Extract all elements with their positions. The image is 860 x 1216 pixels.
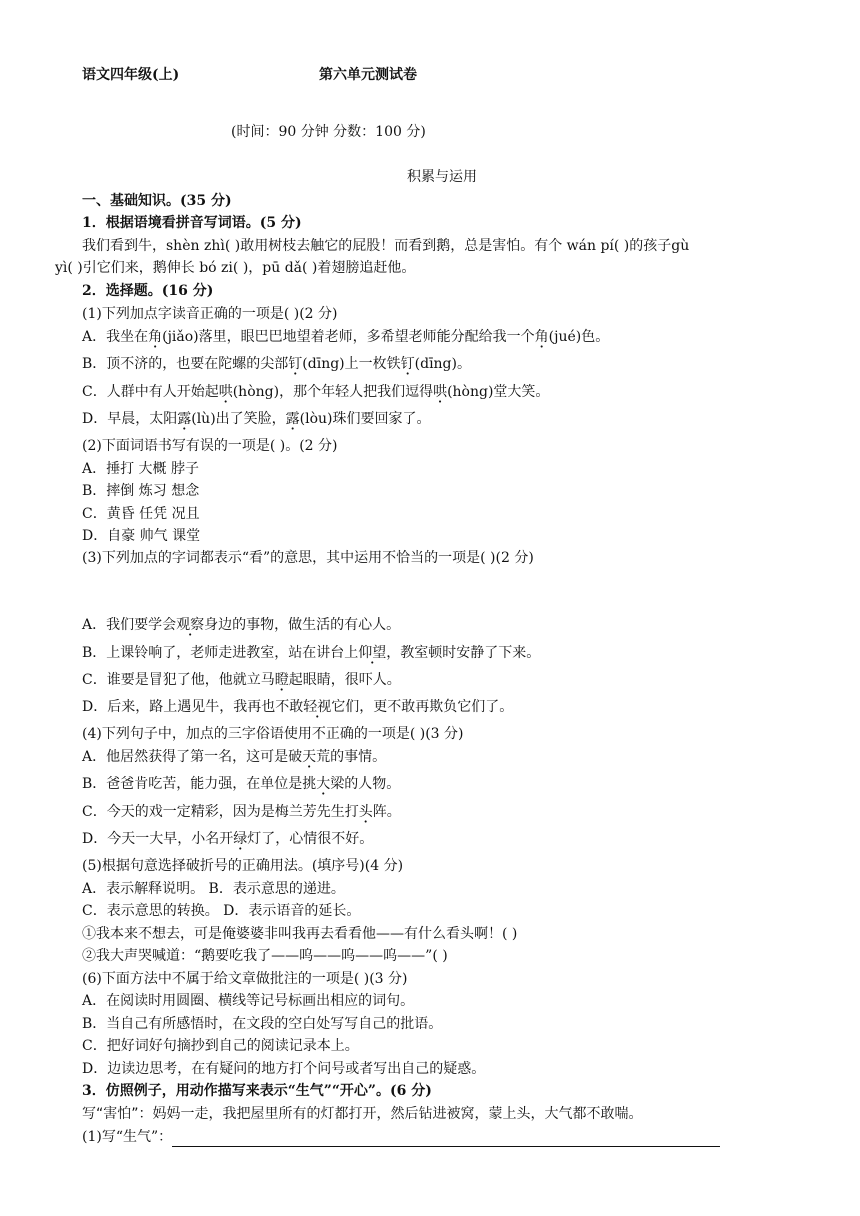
dotted-word: 观察 (176, 617, 205, 633)
dotted-word: 轻视 (303, 699, 332, 715)
subject-grade: 语文四年级(上) (82, 67, 180, 83)
dotted-phrase: 开绿灯 (219, 831, 262, 847)
q2-4-option-c: C．今天的戏一定精彩，因为是梅兰芳先生打头阵。 (82, 804, 401, 820)
q2-title: 2．选择题。(16 分) (82, 283, 214, 299)
dotted-char: 钉 (288, 356, 303, 372)
q2-3-option-c: C．谁要是冒犯了他，他就立马瞪起眼睛，很吓人。 (82, 672, 401, 688)
test-title: 第六单元测试卷 (319, 67, 417, 83)
q2-2-option-c: C．黄昏 任凭 况且 (82, 506, 200, 522)
q2-5-item-2: ②我大声哭喊道：“鹅要吃我了——呜——呜——呜——”( ) (82, 948, 448, 964)
q1-line2: yì( )引它们来，鹅伸长 bó zi( )，pū dǎ( )着翅膀追赶他。 (55, 260, 416, 276)
q2-6-stem: (6)下面方法中不属于给文章做批注的一项是( )(3 分) (82, 971, 408, 987)
q2-3-option-b: B．上课铃响了，老师走进教室，站在讲台上仰望，教室顿时安静了下来。 (82, 645, 541, 661)
q2-1-option-c: C．人群中有人开始起哄(hòng)，那个年轻人把我们逗得哄(hòng)堂大笑。 (82, 384, 550, 400)
dotted-char: 哄 (218, 384, 233, 400)
dotted-word: 仰望 (358, 645, 387, 661)
q3-example: 写“害怕”：妈妈一走，我把屋里所有的灯都打开，然后钻进被窝，蒙上头，大气都不敢喘。 (82, 1106, 643, 1122)
q2-1-option-d: D．早晨，太阳露(lù)出了笑脸，露(lòu)珠们要回家了。 (82, 411, 431, 427)
q2-5-stem: (5)根据句意选择破折号的正确用法。(填序号)(4 分) (82, 858, 404, 874)
q2-1-option-b: B．顶不济的，也要在陀螺的尖部钉(dīng)上一枚铁钉(dīng)。 (82, 356, 471, 372)
dotted-char: 露 (285, 411, 300, 427)
q3-sub1-label: (1)写“生气”： (82, 1129, 173, 1145)
q3-sub1 (82, 1128, 720, 1147)
q2-5-options-ab: A．表示解释说明。 B．表示意思的递进。 (82, 881, 345, 897)
q2-2-option-d: D．自豪 帅气 课堂 (82, 528, 201, 544)
q2-3-stem: (3)下列加点的字词都表示“看”的意思，其中运用不恰当的一项是( )(2 分) (82, 550, 534, 566)
q1-title: 1．根据语境看拼音写词语。(5 分) (82, 215, 302, 231)
q2-6-option-c: C．把好词好句摘抄到自己的阅读记录本上。 (82, 1038, 359, 1054)
dotted-char: 露 (177, 411, 192, 427)
dotted-phrase: 打头阵 (344, 804, 387, 820)
q2-2-option-a: A．捶打 大概 脖子 (82, 461, 200, 477)
section-title: 积累与运用 (407, 169, 477, 185)
dotted-phrase: 破天荒 (288, 749, 331, 765)
q2-2-option-b: B．摔倒 炼习 想念 (82, 483, 200, 499)
dotted-char: 哄 (433, 384, 448, 400)
time-score: (时间：90 分钟 分数：100 分) (231, 124, 426, 140)
q2-6-option-a: A．在阅读时用圆圈、横线等记号标画出相应的词句。 (82, 993, 415, 1009)
q2-4-option-d: D．今天一大早，小名开绿灯了，心情很不好。 (82, 831, 374, 847)
q1-line1: 我们看到牛，shèn zhì( )敢用树枝去触它的屁股！而看到鹅，总是害怕。有个 wán pí( )的孩子gù (82, 238, 690, 254)
part1-title: 一、基础知识。(35 分) (82, 193, 232, 209)
dotted-phrase: 挑大梁 (302, 776, 345, 792)
q2-4-option-b: B．爸爸肯吃苦，能力强，在单位是挑大梁的人物。 (82, 776, 401, 792)
q2-3-option-a: A．我们要学会观察身边的事物，做生活的有心人。 (82, 617, 401, 633)
q2-1-option-a: A．我坐在角(jiǎo)落里，眼巴巴地望着老师，多希望老师能分配给我一个角(jué)色。 (82, 329, 610, 345)
dotted-word: 瞪 (274, 672, 289, 688)
q2-6-option-b: B．当自己有所感悟时，在文段的空白处写写自己的批语。 (82, 1016, 443, 1032)
answer-line[interactable] (172, 1128, 720, 1147)
q2-3-option-d: D．后来，路上遇见牛，我再也不敢轻视它们，更不敢再欺负它们了。 (82, 699, 514, 715)
q3-title: 3．仿照例子，用动作描写来表示“生气”“开心”。(6 分) (82, 1083, 432, 1099)
q2-5-item-1: ①我本来不想去，可是俺婆婆非叫我再去看看他——有什么看头啊！( ) (82, 926, 518, 942)
q2-1-stem: (1)下列加点字读音正确的一项是( )(2 分) (82, 306, 338, 322)
q2-2-stem: (2)下面词语书写有误的一项是( )。(2 分) (82, 438, 338, 454)
dotted-char: 角 (148, 329, 163, 345)
q2-5-options-cd: C．表示意思的转换。 D．表示语音的延长。 (82, 903, 361, 919)
q2-6-option-d: D．边读边思考，在有疑问的地方打个问号或者写出自己的疑惑。 (82, 1061, 486, 1077)
dotted-char: 角 (534, 329, 549, 345)
dotted-char: 钉 (400, 356, 415, 372)
q2-4-stem: (4)下列句子中，加点的三字俗语使用不正确的一项是( )(3 分) (82, 726, 464, 742)
q2-4-option-a: A．他居然获得了第一名，这可是破天荒的事情。 (82, 749, 387, 765)
